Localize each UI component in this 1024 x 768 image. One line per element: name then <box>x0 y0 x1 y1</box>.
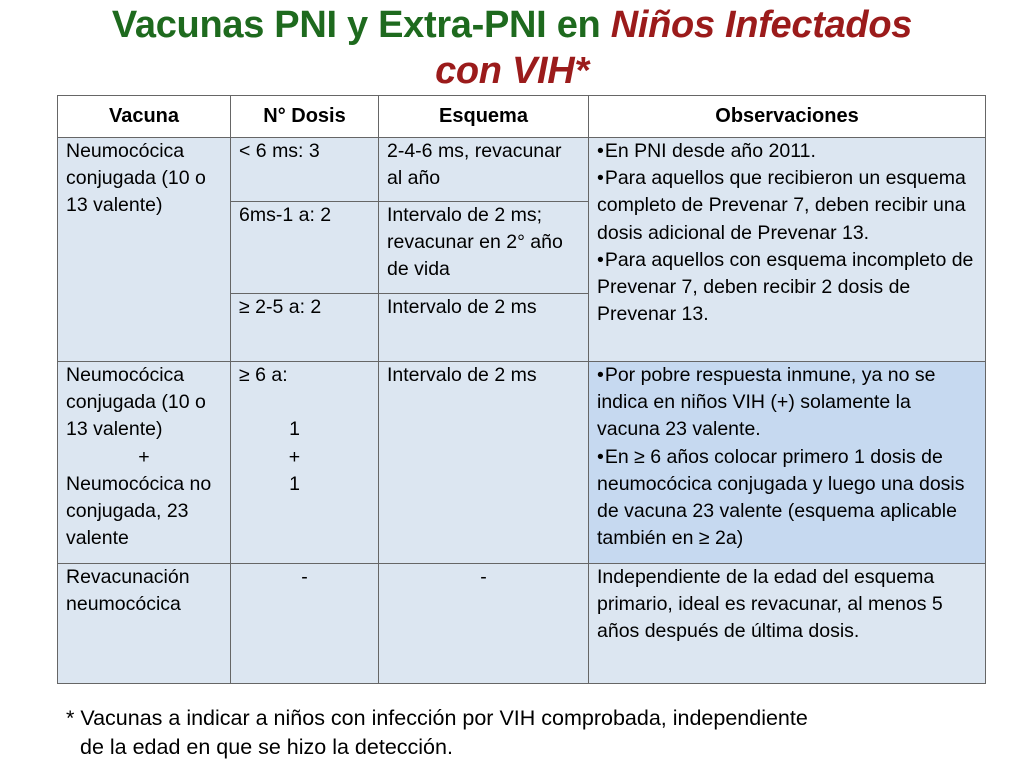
footnote-line1: * Vacunas a indicar a niños con infección por VIH comprobada, independiente <box>66 706 808 730</box>
page-title <box>0 2 1024 94</box>
table-header-row <box>58 96 986 138</box>
group2-vacuna-line1: Neumocócica conjugada (10 o 13 valente) <box>66 364 206 441</box>
title-red-part-2: con VIH* <box>435 50 589 92</box>
group3-vacuna: Revacunación neumocócica <box>58 564 231 684</box>
vaccine-table <box>57 95 986 684</box>
footnote <box>66 704 986 762</box>
group1-obs-1: • En PNI desde año 2011. <box>597 138 977 165</box>
group1-dosis-1: < 6 ms: 3 <box>231 138 379 202</box>
group2-vacuna-line2: Neumocócica no conjugada, 23 valente <box>66 472 212 550</box>
group1-vacuna: Neumocócica conjugada (10 o 13 valente) <box>58 138 231 362</box>
table-row <box>58 138 986 202</box>
group1-obs-3: • Para aquellos con esquema incompleto de Prevenar 7, deben recibir 2 dosis de Prevenar 13. <box>597 247 977 329</box>
group1-esquema-3: Intervalo de 2 ms <box>379 294 589 362</box>
group1-dosis-2: 6ms-1 a: 2 <box>231 202 379 294</box>
group2-obs-2: • En ≥ 6 años colocar primero 1 dosis de neumocócica conjugada y luego una dosis de vacuna 23 valente (esquema aplicable también en ≥ 2a) <box>597 444 977 553</box>
footnote-line2: de la edad en que se hizo la detección. <box>80 735 453 759</box>
header-dosis: N° Dosis <box>231 96 379 138</box>
group2-dosis-plus: + <box>288 445 301 468</box>
group2-esquema: Intervalo de 2 ms <box>379 362 589 564</box>
group1-esquema-2: Intervalo de 2 ms; revacunar en 2° año de vida <box>379 202 589 294</box>
group2-vacuna <box>58 362 231 564</box>
title-red-part-1: Niños Infectados <box>610 4 913 46</box>
group2-observaciones <box>589 362 986 564</box>
group2-dosis-1: 1 <box>289 418 300 441</box>
group1-dosis-3: ≥ 2-5 a: 2 <box>231 294 379 362</box>
group2-vacuna-plus: + <box>138 445 150 468</box>
group1-esquema-1: 2-4-6 ms, revacunar al año <box>379 138 589 202</box>
header-observaciones: Observaciones <box>589 96 986 138</box>
group2-dosis-label: ≥ 6 a: <box>239 364 288 386</box>
group3-esquema: - <box>379 564 589 684</box>
group3-dosis: - <box>231 564 379 684</box>
table-row <box>58 362 986 564</box>
header-vacuna: Vacuna <box>58 96 231 138</box>
table-row <box>58 564 986 684</box>
group1-obs-2: • Para aquellos que recibieron un esquema completo de Prevenar 7, deben recibir una dosis adicional de Prevenar 13. <box>597 165 977 247</box>
group1-observaciones <box>589 138 986 362</box>
group2-dosis-2: 1 <box>289 472 300 495</box>
group2-dosis <box>231 362 379 564</box>
title-green-part: Vacunas PNI y Extra-PNI en <box>111 4 601 46</box>
header-esquema: Esquema <box>379 96 589 138</box>
group3-observaciones: Independiente de la edad del esquema primario, ideal es revacunar, al menos 5 años después de última dosis. <box>589 564 986 684</box>
group2-obs-1: • Por pobre respuesta inmune, ya no se indica en niños VIH (+) solamente la vacuna 23 valente. <box>597 362 977 444</box>
